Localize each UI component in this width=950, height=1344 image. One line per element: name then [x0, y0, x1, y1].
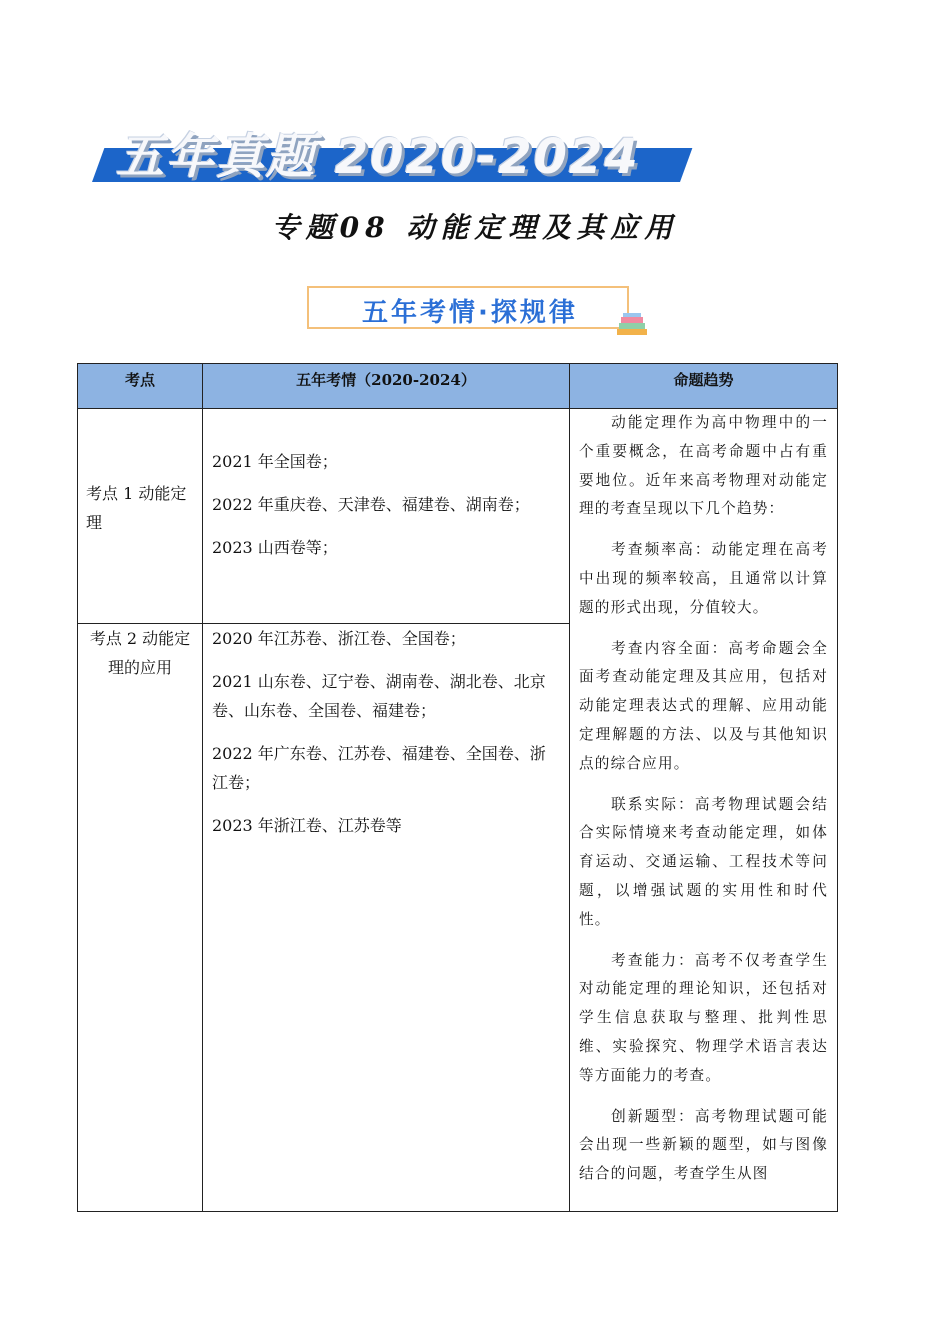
exam-trend-table: [77, 363, 838, 1212]
history-item: 2021 山东卷、辽宁卷、湖南卷、湖北卷、北京卷、山东卷、全国卷、福建卷；: [212, 672, 546, 720]
trend-paragraph: 考查能力：高考不仅考查学生对动能定理的理论知识，还包括对学生信息获取与整理、批判性思维、实验探究、物理学术语言表达等方面能力的考查。: [579, 951, 828, 1084]
document-title: 专题08 动能定理及其应用: [271, 211, 679, 244]
trend-paragraph: 联系实际：高考物理试题会结合实际情境来考查动能定理，如体育运动、交通运输、工程技术等问题，以增强试题的实用性和时代性。: [579, 795, 828, 928]
header-trend: 命题趋势: [673, 371, 734, 389]
row1-history: [212, 447, 559, 576]
section-badge: [307, 286, 629, 329]
header-cell-history: [202, 363, 570, 409]
trend-cell: [569, 408, 838, 1212]
banner-title: 五年真题 2020-2024: [116, 129, 640, 185]
header-cell-topic: [77, 363, 203, 409]
row2-topic-cell: [77, 623, 203, 1212]
badge-label: 五年考情·探规律: [362, 298, 578, 328]
row2-history: [212, 624, 557, 854]
history-item: 2021 年全国卷；: [212, 452, 338, 471]
header-topic: 考点: [124, 371, 155, 389]
trend-paragraph: 考查频率高：动能定理在高考中出现的频率较高，且通常以计算题的形式出现，分值较大。: [579, 541, 828, 616]
books-icon: [614, 312, 650, 338]
history-item: 2020 年江苏卷、浙江卷、全国卷；: [212, 629, 466, 648]
header-banner: [92, 118, 682, 184]
history-item: 2022 年广东卷、江苏卷、福建卷、全国卷、浙江卷；: [212, 744, 546, 792]
row2-history-cell: [202, 623, 570, 1212]
header-history: 五年考情（2020-2024）: [296, 371, 476, 389]
history-item: 2022 年重庆卷、天津卷、福建卷、湖南卷；: [212, 495, 530, 514]
row1-topic: 考点 1 动能定理: [86, 484, 187, 532]
trend-text: [579, 409, 828, 1201]
history-item: 2023 年浙江卷、江苏卷等: [212, 816, 402, 835]
row2-topic: 考点 2 动能定理的应用: [89, 629, 191, 677]
trend-paragraph: 动能定理作为高中物理中的一个重要概念，在高考命题中占有重要地位。近年来高考物理对动能定理的考查呈现以下几个趋势：: [579, 414, 828, 518]
trend-paragraph: 创新题型：高考物理试题可能会出现一些新颖的题型，如与图像结合的问题，考查学生从图: [579, 1107, 828, 1183]
history-item: 2023 山西卷等；: [212, 538, 338, 557]
row1-topic-cell: [77, 408, 203, 624]
header-cell-trend: [569, 363, 838, 409]
trend-paragraph: 考查内容全面：高考命题会全面考查动能定理及其应用，包括对动能定理表达式的理解、应用动能定理解题的方法、以及与其他知识点的综合应用。: [579, 639, 828, 772]
row1-history-cell: [202, 408, 570, 624]
